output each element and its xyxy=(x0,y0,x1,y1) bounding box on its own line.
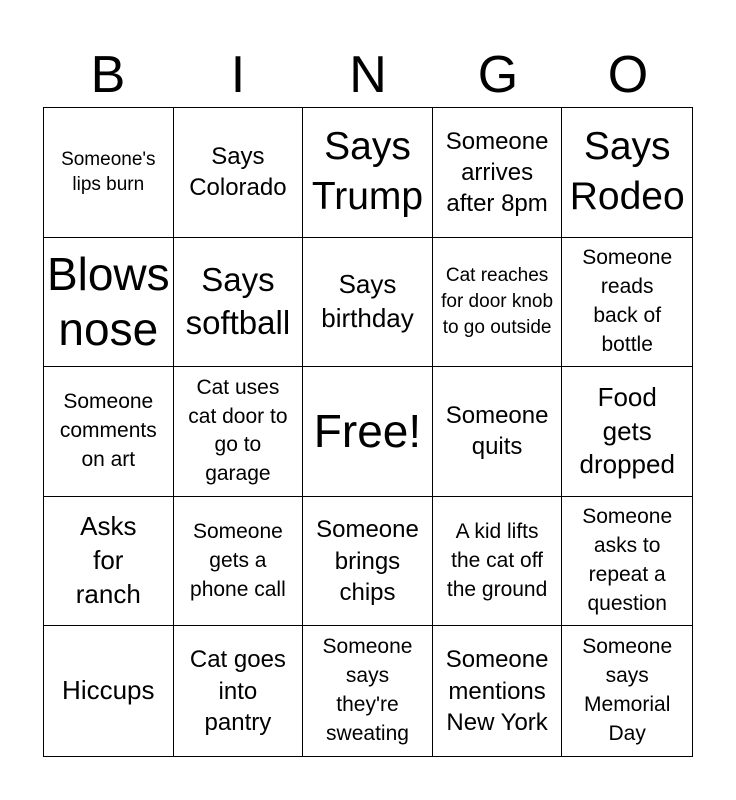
bingo-cell-r3c2[interactable] xyxy=(174,367,304,497)
bingo-cell-r3c4[interactable] xyxy=(433,367,563,497)
cell-text: Someone quits xyxy=(445,402,549,461)
cell-text: Food gets dropped xyxy=(579,381,675,480)
header-letter-g: G xyxy=(477,46,519,104)
header-letter-o: O xyxy=(607,46,649,104)
header-letter-n: N xyxy=(349,46,387,104)
bingo-cell-r3c1[interactable] xyxy=(44,367,174,497)
cell-text: Cat goes into pantry xyxy=(189,646,286,736)
bingo-cell-r4c3[interactable] xyxy=(303,497,433,627)
cell-text: Free! xyxy=(313,404,422,457)
cell-text: Someone says Memorial Day xyxy=(582,635,673,746)
header-letter-b: B xyxy=(90,46,126,104)
bingo-cell-r2c2[interactable] xyxy=(174,238,304,368)
cell-text: Someone brings chips xyxy=(316,516,419,606)
bingo-header xyxy=(43,44,693,106)
cell-text: Says Rodeo xyxy=(569,124,685,219)
bingo-cell-r1c1[interactable] xyxy=(44,108,174,238)
bingo-cell-r1c5[interactable] xyxy=(562,108,692,238)
bingo-cell-r4c5[interactable] xyxy=(562,497,692,627)
cell-text: Says birthday xyxy=(321,269,414,333)
bingo-cell-r3c3[interactable] xyxy=(303,367,433,497)
bingo-cell-r4c1[interactable] xyxy=(44,497,174,627)
bingo-cell-r5c4[interactable] xyxy=(433,626,563,756)
cell-text: Asks for ranch xyxy=(75,511,141,609)
bingo-cell-r1c4[interactable] xyxy=(433,108,563,238)
bingo-cell-r5c5[interactable] xyxy=(562,626,692,756)
bingo-cell-r5c1[interactable] xyxy=(44,626,174,756)
bingo-cell-r2c5[interactable] xyxy=(562,238,692,368)
cell-text: Someone arrives after 8pm xyxy=(445,127,549,217)
cell-text: Hiccups xyxy=(62,675,155,706)
bingo-cell-r2c4[interactable] xyxy=(433,238,563,368)
cell-text: Someone says they're sweating xyxy=(322,635,413,746)
bingo-cell-r3c5[interactable] xyxy=(562,367,692,497)
bingo-cell-r1c3[interactable] xyxy=(303,108,433,238)
cell-text: Someone mentions New York xyxy=(445,646,549,736)
bingo-cell-r2c1[interactable] xyxy=(44,238,174,368)
cell-text: Cat uses cat door to go to garage xyxy=(188,375,288,486)
bingo-cell-r4c2[interactable] xyxy=(174,497,304,627)
cell-text: Blows nose xyxy=(46,247,170,355)
bingo-cell-r5c2[interactable] xyxy=(174,626,304,756)
bingo-board xyxy=(43,107,693,757)
cell-text: Someone gets a phone call xyxy=(190,519,286,601)
cell-text: Cat reaches for door knob to go outside xyxy=(441,265,554,338)
cell-text: Says softball xyxy=(185,261,291,341)
cell-text: Someone asks to repeat a question xyxy=(582,505,673,616)
cell-text: Says Trump xyxy=(311,124,424,219)
cell-text: Someone's lips burn xyxy=(61,148,156,196)
bingo-cell-r2c3[interactable] xyxy=(303,238,433,368)
bingo-cell-r4c4[interactable] xyxy=(433,497,563,627)
cell-text: Someone comments on art xyxy=(59,390,157,471)
bingo-cell-r5c3[interactable] xyxy=(303,626,433,756)
cell-text: Says Colorado xyxy=(189,143,287,202)
cell-text: Someone reads back of bottle xyxy=(582,245,673,356)
bingo-cell-r1c2[interactable] xyxy=(174,108,304,238)
header-letter-i: I xyxy=(230,46,246,104)
cell-text: A kid lifts the cat off the ground xyxy=(446,519,548,601)
